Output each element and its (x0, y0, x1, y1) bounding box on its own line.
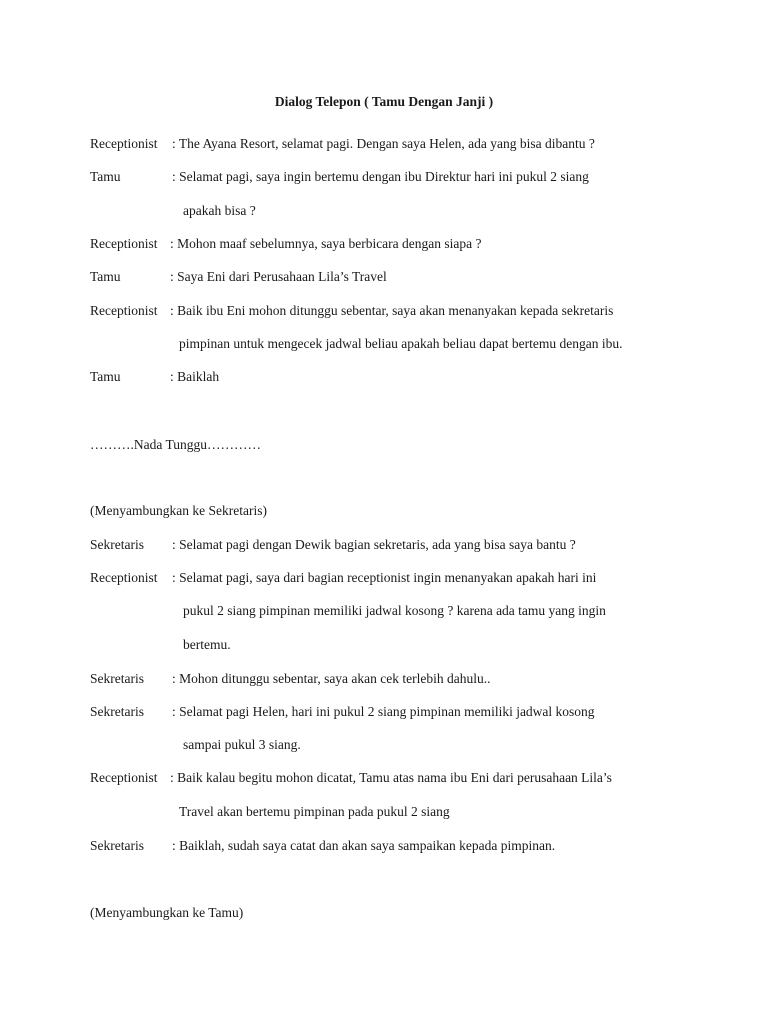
speaker-label: Tamu (90, 269, 121, 284)
speaker-label: Receptionist (90, 570, 158, 585)
dialog-text: : Mohon ditunggu sebentar, saya akan cek terlebih dahulu.. (172, 671, 491, 686)
dialog-text: : Baik ibu Eni mohon ditunggu sebentar, saya akan menanyakan kepada sekretaris (170, 303, 614, 318)
dialog-text: : The Ayana Resort, selamat pagi. Dengan saya Helen, ada yang bisa dibantu ? (172, 136, 595, 151)
dialog-text-continuation: sampai pukul 3 siang. (183, 737, 301, 752)
document-title: Dialog Telepon ( Tamu Dengan Janji ) (274, 94, 494, 109)
speaker-label: Receptionist (90, 770, 158, 785)
dialog-text: : Selamat pagi, saya dari bagian receptionist ingin menanyakan apakah hari ini (172, 570, 597, 585)
dialog-text: : Selamat pagi dengan Dewik bagian sekretaris, ada yang bisa saya bantu ? (172, 537, 576, 552)
stage-direction: (Menyambungkan ke Tamu) (90, 905, 244, 920)
dialog-text-continuation: Travel akan bertemu pimpinan pada pukul 2 siang (179, 804, 450, 819)
speaker-label: Sekretaris (90, 838, 144, 853)
dialog-text: : Selamat pagi Helen, hari ini pukul 2 siang pimpinan memiliki jadwal kosong (172, 704, 595, 719)
dialog-text: : Baiklah (170, 369, 220, 384)
dialog-text: : Baik kalau begitu mohon dicatat, Tamu atas nama ibu Eni dari perusahaan Lila’s (170, 770, 612, 785)
dialog-text: : Selamat pagi, saya ingin bertemu dengan ibu Direktur hari ini pukul 2 siang (172, 169, 589, 184)
speaker-label: Sekretaris (90, 671, 144, 686)
dialog-text: : Baiklah, sudah saya catat dan akan saya sampaikan kepada pimpinan. (172, 838, 556, 853)
dialog-text: : Mohon maaf sebelumnya, saya berbicara dengan siapa ? (170, 236, 482, 251)
speaker-label: Receptionist (90, 303, 158, 318)
speaker-label: Sekretaris (90, 537, 144, 552)
dialog-text: : Saya Eni dari Perusahaan Lila’s Travel (170, 269, 387, 284)
speaker-label: Receptionist (90, 136, 158, 151)
dialog-text-continuation: apakah bisa ? (183, 203, 256, 218)
hold-notice: ……….Nada Tunggu………… (90, 437, 262, 452)
speaker-label: Receptionist (90, 236, 158, 251)
speaker-label: Sekretaris (90, 704, 144, 719)
stage-direction: (Menyambungkan ke Sekretaris) (90, 503, 267, 518)
dialog-text-continuation: bertemu. (183, 637, 231, 652)
speaker-label: Tamu (90, 169, 121, 184)
dialog-text-continuation: pukul 2 siang pimpinan memiliki jadwal kosong ? karena ada tamu yang ingin (183, 603, 606, 618)
speaker-label: Tamu (90, 369, 121, 384)
dialog-text-continuation: pimpinan untuk mengecek jadwal beliau apakah beliau dapat bertemu dengan ibu. (179, 336, 623, 351)
